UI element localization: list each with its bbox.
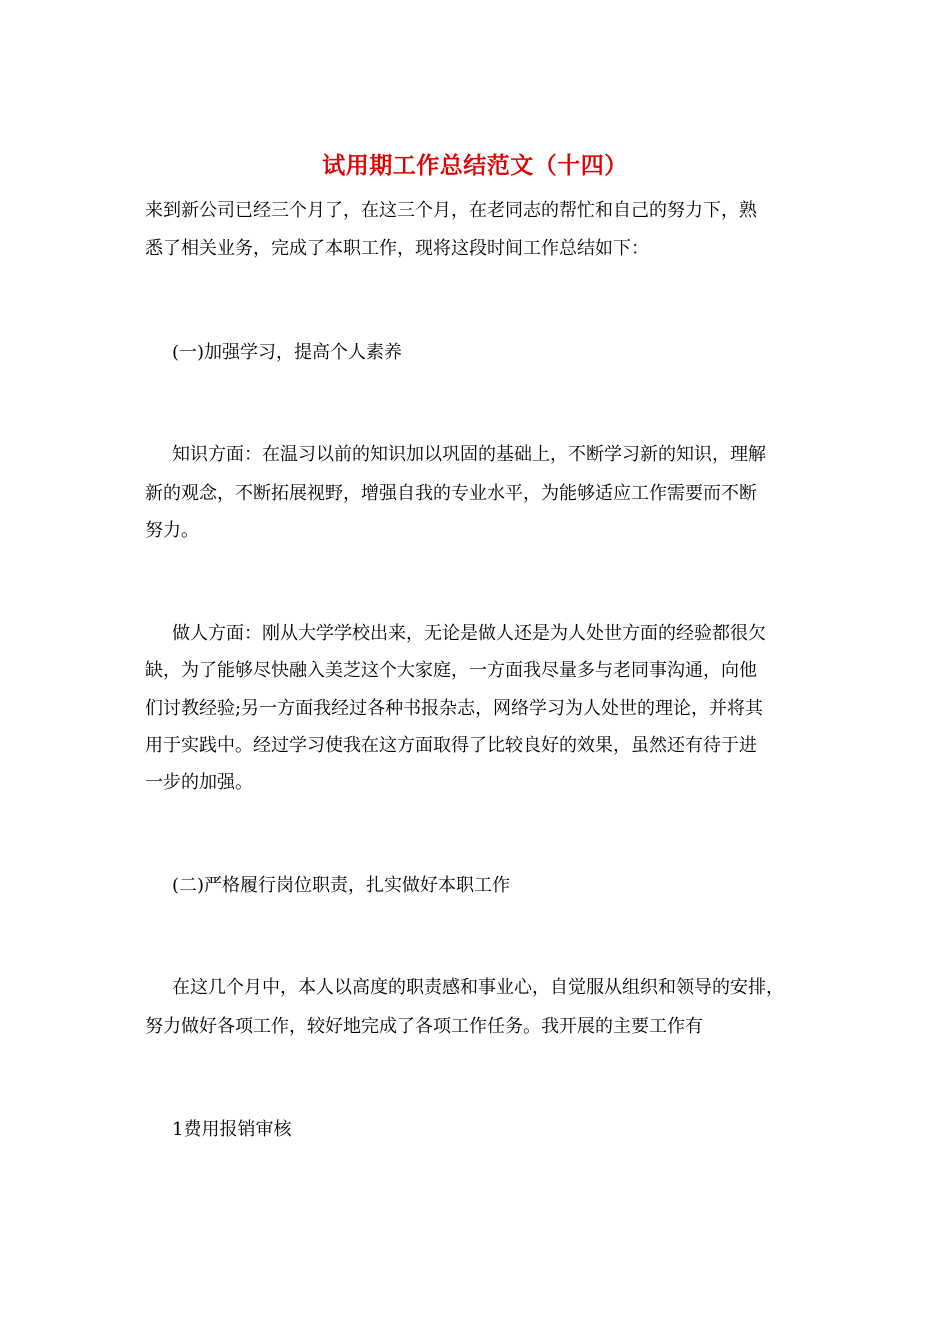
section-2-line-1: 在这几个月中，本人以高度的职责感和事业心，自觉服从组织和领导的安排，	[172, 977, 784, 998]
section-2-line-2: 努力做好各项工作，较好地完成了各项工作任务。我开展的主要工作有	[145, 1016, 703, 1037]
conduct-line-1: 做人方面：刚从大学学校出来，无论是做人还是为人处世方面的经验都很欠	[172, 623, 766, 644]
item-1-heading: 1费用报销审核	[172, 1119, 292, 1140]
section-1-heading: (一)加强学习，提高个人素养	[172, 342, 403, 363]
knowledge-line-1: 知识方面：在温习以前的知识加以巩固的基础上，不断学习新的知识，理解	[172, 444, 766, 465]
intro-line-1: 来到新公司已经三个月了，在这三个月，在老同志的帮忙和自己的努力下，熟	[145, 200, 757, 221]
intro-line-2: 悉了相关业务，完成了本职工作，现将这段时间工作总结如下：	[145, 238, 649, 259]
knowledge-line-2: 新的观念，不断拓展视野，增强自我的专业水平，为能够适应工作需要而不断	[145, 483, 757, 504]
section-2-heading: (二)严格履行岗位职责，扎实做好本职工作	[172, 875, 511, 896]
knowledge-line-3: 努力。	[145, 520, 199, 541]
conduct-line-5: 一步的加强。	[145, 772, 253, 793]
document-title: 试用期工作总结范文（十四）	[322, 152, 628, 179]
conduct-line-4: 用于实践中。经过学习使我在这方面取得了比较良好的效果，虽然还有待于进	[145, 735, 757, 756]
conduct-line-2: 缺，为了能够尽快融入美芝这个大家庭，一方面我尽量多与老同事沟通，向他	[145, 660, 757, 681]
conduct-line-3: 们讨教经验;另一方面我经过各种书报杂志，网络学习为人处世的理论，并将其	[145, 698, 764, 719]
